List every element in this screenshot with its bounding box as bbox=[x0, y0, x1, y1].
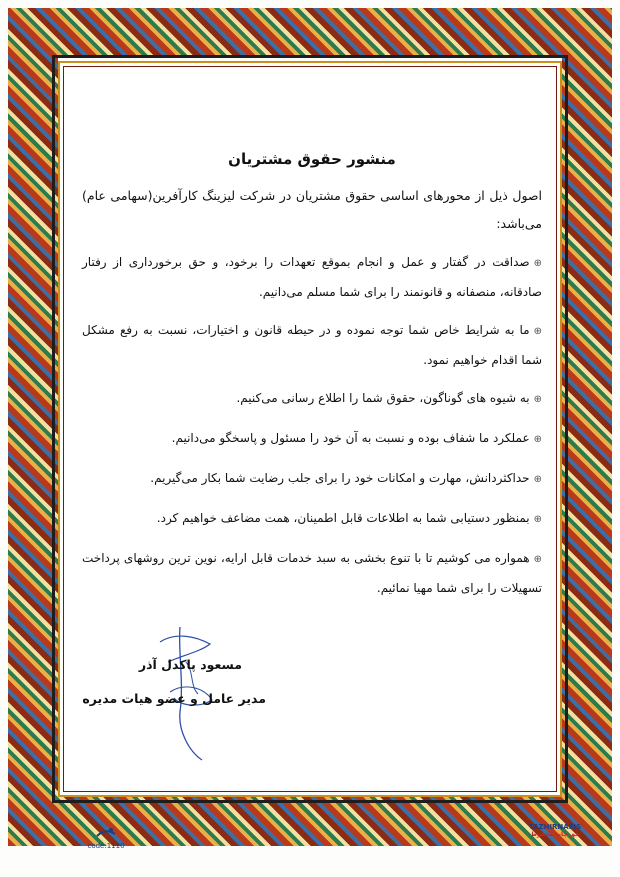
signatory-name: مسعود پاکدل آذر bbox=[138, 657, 242, 672]
publisher-logo-icon bbox=[95, 826, 117, 840]
charter-content bbox=[82, 150, 542, 612]
bullet-icon: ⊕ bbox=[533, 394, 542, 405]
bullet-icon: ⊕ bbox=[533, 258, 542, 269]
intro-paragraph: اصول ذیل از محورهای اساسی حقوق مشتریان در شرکت لیزینگ کارآفرین(سهامی عام) می‌باشد: bbox=[82, 188, 542, 231]
footer-code bbox=[76, 826, 136, 850]
list-item: ⊕همواره می کوشیم تا با تنوع بخشی به سبد خدمات قابل ارایه، نوین ترین روشهای پرداخت تسهیلات را برای شما مهیا نمائیم. bbox=[82, 551, 542, 595]
code-label: code:1110 bbox=[87, 842, 125, 850]
list-item: ⊕به شیوه های گوناگون، حقوق شما را اطلاع رسانی می‌کنیم. bbox=[236, 391, 542, 405]
bullet-icon: ⊕ bbox=[533, 554, 542, 565]
printer-mark bbox=[510, 823, 600, 838]
printer-copyright: حق چاپ محفوظ bbox=[530, 831, 580, 838]
document-title: منشور حقوق مشتریان bbox=[228, 150, 396, 168]
list-item: ⊕عملکرد ما شفاف بوده و نسبت به آن خود را مسئول و پاسخگو می‌دانیم. bbox=[171, 431, 542, 445]
list-item: ⊕حداکثردانش، مهارت و امکانات خود را برای جلب رضایت شما بکار می‌گیریم. bbox=[150, 471, 542, 485]
bullet-icon: ⊕ bbox=[533, 474, 542, 485]
list-item: ⊕ما به شرایط خاص شما توجه نموده و در حیطه قانون و اختیارات، نسبت به رفع مشکل شما اقدام خواهیم نمود. bbox=[82, 323, 542, 367]
bullet-icon: ⊕ bbox=[533, 514, 542, 525]
list-item: ⊕صداقت در گفتار و عمل و انجام بموقع تعهدات را برخود، و حق برخورداری از رفتار صادقانه، منصفانه و قانونمند را برای شما مسلم می‌دانیم. bbox=[82, 255, 542, 299]
printer-brand: TAZHIRNAFIS bbox=[528, 823, 582, 831]
bullet-icon: ⊕ bbox=[533, 326, 542, 337]
list-item: ⊕بمنظور دستیابی شما به اطلاعات قابل اطمینان، همت مضاعف خواهیم کرد. bbox=[156, 511, 542, 525]
bullet-icon: ⊕ bbox=[533, 434, 542, 445]
signatory-role: مدیر عامل و عضو هیات مدیره bbox=[82, 691, 266, 706]
